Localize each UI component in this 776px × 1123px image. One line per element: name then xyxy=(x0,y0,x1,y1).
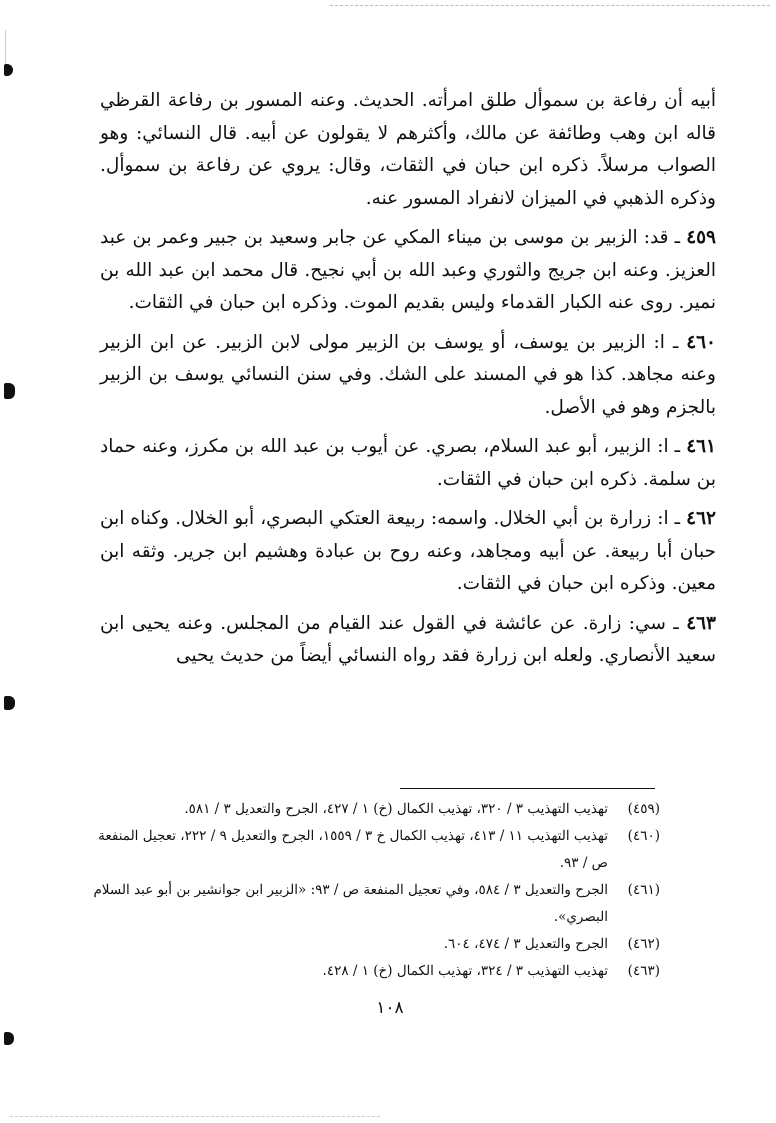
footnote-number: (٤٦١) xyxy=(627,882,660,898)
main-text xyxy=(100,85,716,680)
entry-paragraph xyxy=(100,85,716,215)
footnote-text: تهذيب التهذيب ٣ / ٣٢٤، تهذيب الكمال (خ) ١ / ٤٢٨. xyxy=(322,963,608,979)
binding-hole-mark xyxy=(4,64,13,76)
footnote-number: (٤٦٣) xyxy=(627,963,660,979)
footnote-number: (٤٦٢) xyxy=(627,936,660,952)
footnote-number: (٤٥٩) xyxy=(627,801,660,817)
entry-text: ـ قد: الزبير بن موسى بن ميناء المكي عن جابر وسعيد بن جبير وعمر بن عبد العزيز. وعنه ابن جريج والثوري وعبد الله بن أبي نجيح. قال محمد ابن عبد الله بن نمير. روى عنه الكبار القدماء وليس بقديم الموت. وذكره ابن حبان في الثقات. xyxy=(100,227,716,313)
footnote-text: الجرح والتعديل ٣ / ٤٧٤، ٦٠٤. xyxy=(443,936,608,952)
scan-edge-bottom xyxy=(10,1116,380,1117)
footnote-separator xyxy=(400,788,655,789)
binding-hole-mark xyxy=(4,696,15,710)
footnotes xyxy=(92,796,660,985)
entry-text: ـ سي: زارة. عن عائشة في القول عند القيام من المجلس. وعنه يحيى ابن سعيد الأنصاري. ولعله ابن زرارة فقد رواه النسائي أيضاً من حديث يحيى xyxy=(100,612,716,666)
entry-number: ٤٦٠ xyxy=(686,331,716,353)
footnote xyxy=(92,958,660,985)
entry-text: ـ ا: الزبير بن يوسف، أو يوسف بن الزبير مولى لابن الزبير. عن ابن الزبير وعنه مجاهد. كذا هو في المسند على الشك. وفي سنن النسائي يوسف بن الزبير بالجزم وهو في الأصل. xyxy=(100,331,716,418)
footnote xyxy=(92,931,660,958)
entry-number: ٤٦٣ xyxy=(686,612,716,634)
footnote xyxy=(92,877,660,931)
entry-text: ـ ا: زرارة بن أبي الخلال. واسمه: ربيعة العتكي البصري، أبو الخلال. وكناه ابن حبان أبا ربيعة. عن أبيه ومجاهد، وعنه روح بن عبادة وهشيم ابن جرير. وثقه ابن معين. وذكره ابن حبان في الثقات. xyxy=(100,508,716,594)
entry-number: ٤٥٩ xyxy=(686,227,716,248)
entry-paragraph xyxy=(100,503,716,601)
binding-hole-mark xyxy=(4,383,15,399)
binding-hole-mark xyxy=(4,1032,14,1045)
footnote xyxy=(92,823,660,877)
entry-paragraph xyxy=(100,608,716,673)
entry-paragraph xyxy=(100,222,716,320)
page-number: ١٠٨ xyxy=(376,998,404,1018)
entry-number: ٤٦٢ xyxy=(686,508,716,529)
entry-text: أبيه أن رفاعة بن سموأل طلق امرأته. الحديث. وعنه المسور بن رفاعة القرظي قاله ابن وهب وطائفة عن مالك، وأكثرهم لا يقولون عن أبيه. قال النسائي: وهو الصواب مرسلاً. ذكره ابن حبان في الثقات، وقال: يروي عن رفاعة بن سموأل. وذكره الذهبي في الميزان لانفراد المسور عنه. xyxy=(100,90,716,209)
footnote xyxy=(92,796,660,823)
entry-paragraph xyxy=(100,327,716,425)
entry-text: ـ ا: الزبير، أبو عبد السلام، بصري. عن أيوب بن عبد الله بن مكرز، وعنه حماد بن سلمة. ذكره ابن حبان في الثقات. xyxy=(100,436,716,490)
footnote-text: الجرح والتعديل ٣ / ٥٨٤، وفي تعجيل المنفعة ص / ٩٣: «الزبير ابن جوانشير بن أبو عبد السلام البصري». xyxy=(93,882,608,925)
footnote-text: تهذيب التهذيب ٣ / ٣٢٠، تهذيب الكمال (خ) ١ / ٤٢٧، الجرح والتعديل ٣ / ٥٨١. xyxy=(184,801,608,817)
entry-paragraph xyxy=(100,431,716,496)
entry-number: ٤٦١ xyxy=(686,436,716,457)
scan-edge-top xyxy=(330,5,770,6)
footnote-text: تهذيب التهذيب ١١ / ٤١٣، تهذيب الكمال خ ٣ / ١٥٥٩، الجرح والتعديل ٩ / ٢٢٢، تعجيل المنفعة ص / ٩٣. xyxy=(98,828,608,871)
footnote-number: (٤٦٠) xyxy=(627,828,660,844)
